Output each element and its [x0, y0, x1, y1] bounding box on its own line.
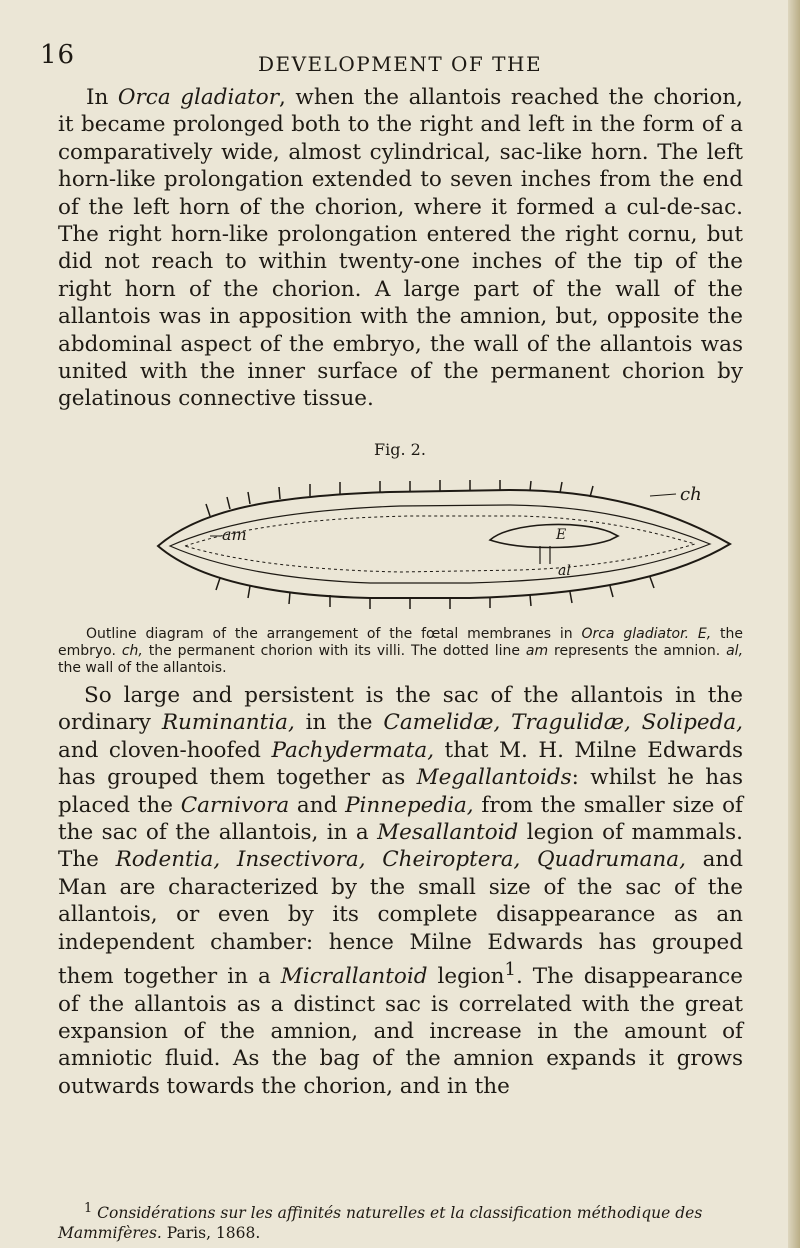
- allantois-wall: [170, 505, 710, 583]
- caption-species: Orca gladiator.: [581, 626, 690, 642]
- para1-text: , when the allantois reached the chorion, it became prolonged both to the right and left in the form of a comparatively wide, almost cylindrical, sac-like horn. The left horn-like prolongation extended to seven inches from the end of the left horn of the chorion, where it formed a cul-de-sac. The right horn-like prolongation entered the right cornu, but did not reach to within twenty-one inches of the tip of the right horn of the chorion. A large part of the wall of the allantois was in apposition with the amnion, but, opposite the abdominal aspect of the embryo, the wall of the allantois was united with the inner surface of the permanent chorion by gelatinous connective tissue.: [58, 85, 743, 412]
- paragraph-1: [58, 84, 743, 413]
- page-number: 16: [40, 40, 76, 70]
- para1-pre: In: [86, 85, 118, 110]
- footnote-mark: 1: [84, 1201, 93, 1216]
- caption-al: al,: [726, 643, 744, 659]
- p2-t1: So large and persistent is the sac of the allantois in the ordinary: [58, 683, 743, 736]
- p2-t5: : whilst he has placed the: [58, 765, 743, 818]
- label-al: al: [558, 563, 571, 579]
- caption-text-2: [689, 626, 698, 642]
- footnote: [58, 1199, 743, 1243]
- footnote-title: Considérations sur les affinités naturelles et la classification méthodique des Mammifères.: [58, 1204, 703, 1243]
- embryo: [490, 524, 618, 547]
- paragraph-2: [58, 682, 743, 1100]
- footnote-imprint: Paris, 1868.: [161, 1224, 261, 1243]
- p2-t10: legion: [427, 964, 505, 990]
- taxon-camelidae: Camelidæ, Tragulidæ, Solipeda,: [383, 710, 743, 736]
- villi-bottom: [216, 577, 654, 609]
- fetal-membranes-diagram: [140, 480, 740, 610]
- caption-text-5: represents the amnion.: [548, 643, 727, 659]
- label-ch: ch: [680, 484, 702, 505]
- taxon-pachydermata: Pachydermata,: [271, 737, 435, 763]
- figure-caption: [58, 626, 743, 677]
- term-megallantoids: Megallantoids: [416, 765, 572, 791]
- p2-t6: and: [289, 792, 346, 818]
- p2-t11: . The disappearance of the allantois as a distinct sac is correlated with the great expansion of the amnion, and increase in the amount of amniotic fluid. As the bag of the amnion expands it grows outwards towards the chorion, and in the: [58, 964, 743, 1099]
- p2-t4: that M. H. Milne Edwards has grouped them together as: [58, 737, 743, 791]
- p2-t7: from the smaller size of the sac of the allantois, in a: [58, 792, 743, 846]
- caption-text-6: the wall of the allantois.: [58, 660, 227, 676]
- species-orca: Orca gladiator: [117, 85, 280, 110]
- p2-t8: legion of mammals. The: [58, 820, 743, 873]
- caption-ch: ch,: [121, 643, 143, 659]
- p2-t9: and Man are characterized by the small size of the sac of the allantois, or even by its complete disappearance as an independent chamber: hence Milne Edwards has grouped them together in a: [58, 847, 744, 990]
- footnote-reference: 1: [504, 959, 516, 981]
- term-mesallantoid: Mesallantoid: [377, 820, 519, 846]
- caption-text-3: the embryo.: [58, 626, 743, 659]
- caption-am: am: [525, 643, 549, 659]
- label-am: am: [222, 525, 247, 544]
- label-E: E: [556, 527, 567, 543]
- term-micrallantoid: Micrallantoid: [280, 964, 428, 990]
- p2-t2: in the: [294, 710, 384, 736]
- taxon-ruminantia: Ruminantia,: [161, 710, 295, 736]
- running-head: DEVELOPMENT OF THE: [257, 52, 543, 76]
- umbilical-stalk: [540, 546, 550, 564]
- villi-top: [206, 480, 593, 516]
- figure-label: Fig. 2.: [374, 440, 426, 459]
- page-edge: [788, 0, 800, 1248]
- p2-t3: and cloven-hoofed: [58, 737, 272, 763]
- caption-E: E,: [697, 626, 712, 642]
- caption-text-4: the permanent chorion with its villi. The dotted line: [142, 643, 526, 659]
- taxon-pinnepedia: Pinnepedia,: [345, 792, 474, 818]
- amnion-dotted-line: [185, 516, 695, 572]
- taxon-rodentia-group: Rodentia, Insectivora, Cheiroptera, Quadrumana,: [115, 847, 686, 873]
- taxon-carnivora: Carnivora: [180, 792, 290, 818]
- caption-text-1: Outline diagram of the arrangement of the fœtal membranes in: [86, 626, 582, 642]
